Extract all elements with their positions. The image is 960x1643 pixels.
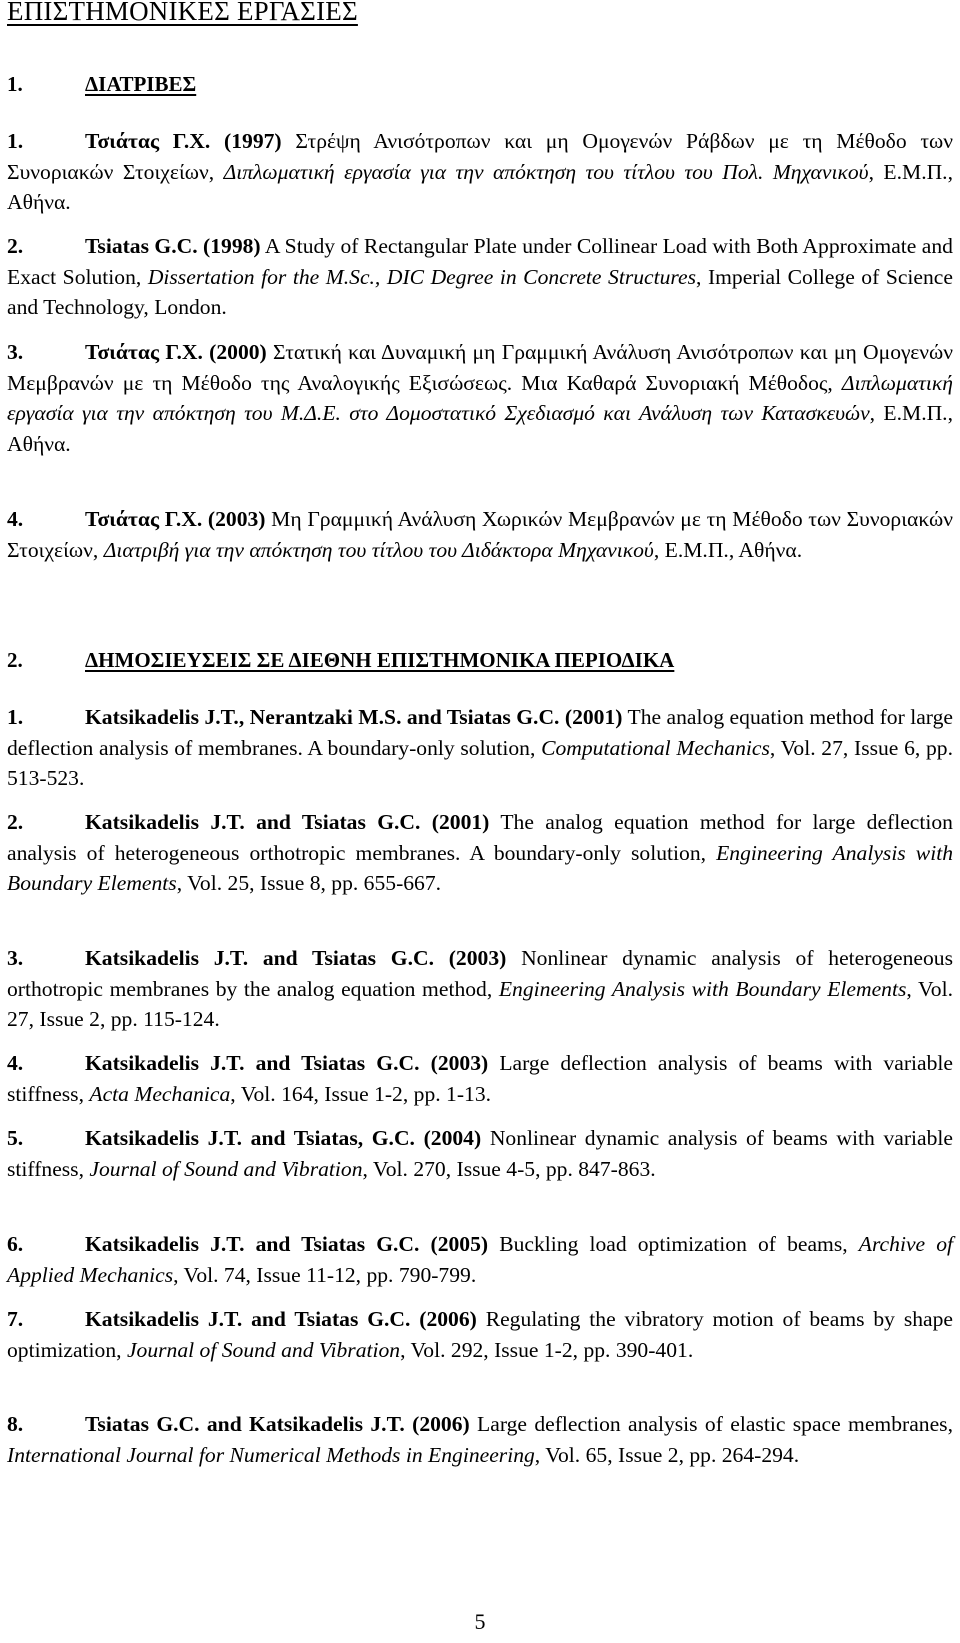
page-title: ΕΠΙΣΤΗΜΟΝΙΚΕΣ ΕΡΓΑΣΙΕΣ: [7, 0, 358, 26]
entry-source: International Journal for Numerical Methods in Engineering: [7, 1442, 535, 1467]
entry-year: (1997): [224, 129, 282, 153]
entry-details: , Vol. 164, Issue 1-2, pp. 1-13.: [230, 1081, 492, 1106]
entry-source: Engineering Analysis with Boundary Elements: [7, 840, 953, 895]
entry-details: , Vol. 65, Issue 2, pp. 264-294.: [534, 1442, 800, 1467]
section-heading-theses: [7, 72, 196, 97]
publication-entry: [7, 702, 953, 794]
entry-source: Engineering Analysis with Boundary Elements: [498, 976, 907, 1001]
entry-source: Διπλωματική εργασία για την απόκτηση του Μ.Δ.Ε. στο Δομοστατικό Σχεδιασμό και Ανάλυση των Κατασκευών: [7, 370, 953, 425]
entry-title: Regulating the vibratory motion of beams by shape optimization,: [7, 1307, 953, 1362]
publication-entry: [7, 943, 953, 1035]
entry-year: (2000): [209, 340, 267, 364]
entry-title: Buckling load optimization of beams,: [499, 1232, 848, 1256]
entry-details: , Vol. 27, Issue 2, pp. 115-124.: [7, 976, 954, 1031]
publication-entry: [7, 126, 953, 218]
entry-title: Στρέψη Ανισότροπων και μη Ομογενών Ράβδων με τη Μέθοδο των Συνοριακών Στοιχείων,: [7, 129, 954, 184]
publication-entry: [7, 1048, 953, 1109]
entry-year: (2006): [412, 1412, 470, 1436]
entry-authors: Katsikadelis J.T. and Tsiatas G.C.: [85, 1232, 420, 1256]
entry-authors: Tsiatas G.C. and Katsikadelis J.T.: [85, 1412, 405, 1436]
publication-entry: [7, 504, 953, 565]
entry-title: Μη Γραμμική Ανάλυση Χωρικών Μεμβρανών με τη Μέθοδο των Συνοριακών Στοιχείων,: [7, 507, 953, 562]
entry-authors: Katsikadelis J.T., Nerantzaki M.S. and Tsiatas G.C.: [85, 705, 560, 729]
entry-details: , Vol. 27, Issue 6, pp. 513-523.: [7, 735, 953, 790]
entry-number: 3.: [7, 340, 24, 364]
entry-year: (2003): [430, 1051, 489, 1075]
entry-year: (2005): [430, 1232, 489, 1256]
entry-details: , Imperial College of Science and Technology, London.: [7, 264, 953, 319]
entry-number: 2.: [7, 810, 24, 834]
entry-details: , Ε.Μ.Π., Αθήνα.: [7, 159, 953, 214]
publication-entry: [7, 1409, 953, 1470]
page-number: 5: [474, 1609, 486, 1634]
publication-entry: [7, 1123, 953, 1184]
entry-source: Διατριβή για την απόκτηση του τίτλου του Διδάκτορα Μηχανικού: [103, 537, 654, 562]
entry-details: , Ε.Μ.Π., Αθήνα.: [7, 401, 953, 456]
publication-entry: [7, 807, 953, 899]
entry-source: Journal of Sound and Vibration: [126, 1337, 401, 1362]
entry-year: (2001): [431, 810, 490, 834]
publication-entry: [7, 1304, 953, 1365]
publication-entry: [7, 337, 953, 459]
entry-authors: Τσιάτας Γ.Χ.: [85, 129, 211, 153]
entry-number: 6.: [7, 1232, 24, 1256]
entry-authors: Katsikadelis J.T. and Tsiatas G.C.: [85, 1307, 411, 1331]
entry-title: The analog equation method for large deflection analysis of membranes. A boundary-only solution,: [7, 705, 953, 760]
entry-number: 5.: [7, 1126, 24, 1150]
section-number: 2.: [7, 648, 23, 672]
entry-number: 2.: [7, 234, 24, 258]
entry-details: , Ε.Μ.Π., Αθήνα.: [653, 537, 803, 562]
entry-title: Nonlinear dynamic analysis of heterogeneous orthotropic membranes by the analog equation method,: [7, 946, 953, 1001]
entry-year: (2003): [448, 946, 507, 970]
entry-details: , Vol. 74, Issue 11-12, pp. 790-799.: [173, 1262, 477, 1287]
entry-details: , Vol. 25, Issue 8, pp. 655-667.: [176, 871, 442, 895]
section-title: ΔΙΑΤΡΙΒΕΣ: [85, 72, 197, 96]
entry-authors: Katsikadelis J.T. and Tsiatas G.C.: [85, 1051, 420, 1075]
entry-authors: Katsikadelis J.T. and Tsiatas G.C.: [85, 946, 434, 970]
entry-title: Στατική και Δυναμική μη Γραμμική Ανάλυση Ανισότροπων και μη Ομογενών Μεμβρανών με τη Μέθοδο της Αναλογικής Εξισώσεως. Μια Καθαρά Συνοριακή Μέθοδος,: [7, 340, 953, 395]
entry-authors: Katsikadelis J.T. and Tsiatas G.C.: [85, 810, 421, 834]
section-number: 1.: [7, 72, 23, 96]
entry-year: (2001): [564, 705, 623, 729]
entry-number: 3.: [7, 946, 24, 970]
entry-year: (1998): [203, 234, 261, 258]
entry-year: (2006): [419, 1307, 477, 1331]
entry-number: 1.: [7, 129, 24, 153]
entry-title: Nonlinear dynamic analysis of beams with variable stiffness,: [7, 1126, 953, 1181]
entry-authors: Tsiatas G.C.: [85, 234, 198, 258]
publication-entry: [7, 1229, 953, 1290]
entry-title: Large deflection analysis of beams with variable stiffness,: [7, 1051, 953, 1106]
entry-number: 1.: [7, 705, 24, 729]
entry-title: A Study of Rectangular Plate under Collinear Load with Both Approximate and Exact Solution,: [7, 234, 953, 289]
entry-source: Διπλωματική εργασία για την απόκτηση του τίτλου του Πολ. Μηχανικού: [223, 159, 869, 184]
entry-source: Archive of Applied Mechanics: [7, 1232, 954, 1287]
entry-year: (2004): [423, 1126, 482, 1150]
entry-authors: Katsikadelis J.T. and Tsiatas, G.C.: [85, 1126, 415, 1150]
entry-title: The analog equation method for large deflection analysis of heterogeneous orthotropic membranes. A boundary-only solution,: [7, 810, 953, 865]
entry-number: 8.: [7, 1412, 24, 1436]
entry-source: Computational Mechanics: [541, 735, 770, 760]
entry-number: 4.: [7, 507, 24, 531]
entry-source: Acta Mechanica: [89, 1081, 231, 1106]
entry-source: Dissertation for the M.Sc., DIC Degree in Concrete Structures: [147, 264, 697, 289]
entry-number: 7.: [7, 1307, 24, 1331]
entry-authors: Τσιάτας Γ.Χ.: [85, 507, 203, 531]
section-heading-journals: [7, 648, 674, 673]
publication-entry: [7, 231, 953, 323]
entry-details: , Vol. 292, Issue 1-2, pp. 390-401.: [400, 1337, 694, 1362]
entry-source: Journal of Sound and Vibration: [89, 1156, 363, 1181]
entry-number: 4.: [7, 1051, 24, 1075]
section-title: ΔΗΜΟΣΙΕΥΣΕΙΣ ΣΕ ΔΙΕΘΝΗ ΕΠΙΣΤΗΜΟΝΙΚΑ ΠΕΡΙΟΔΙΚΑ: [85, 648, 675, 672]
entry-details: , Vol. 270, Issue 4-5, pp. 847-863.: [362, 1156, 656, 1181]
entry-title: Large deflection analysis of elastic space membranes,: [477, 1412, 953, 1436]
entry-year: (2003): [207, 507, 266, 531]
entry-authors: Τσιάτας Γ.Χ.: [85, 340, 203, 364]
